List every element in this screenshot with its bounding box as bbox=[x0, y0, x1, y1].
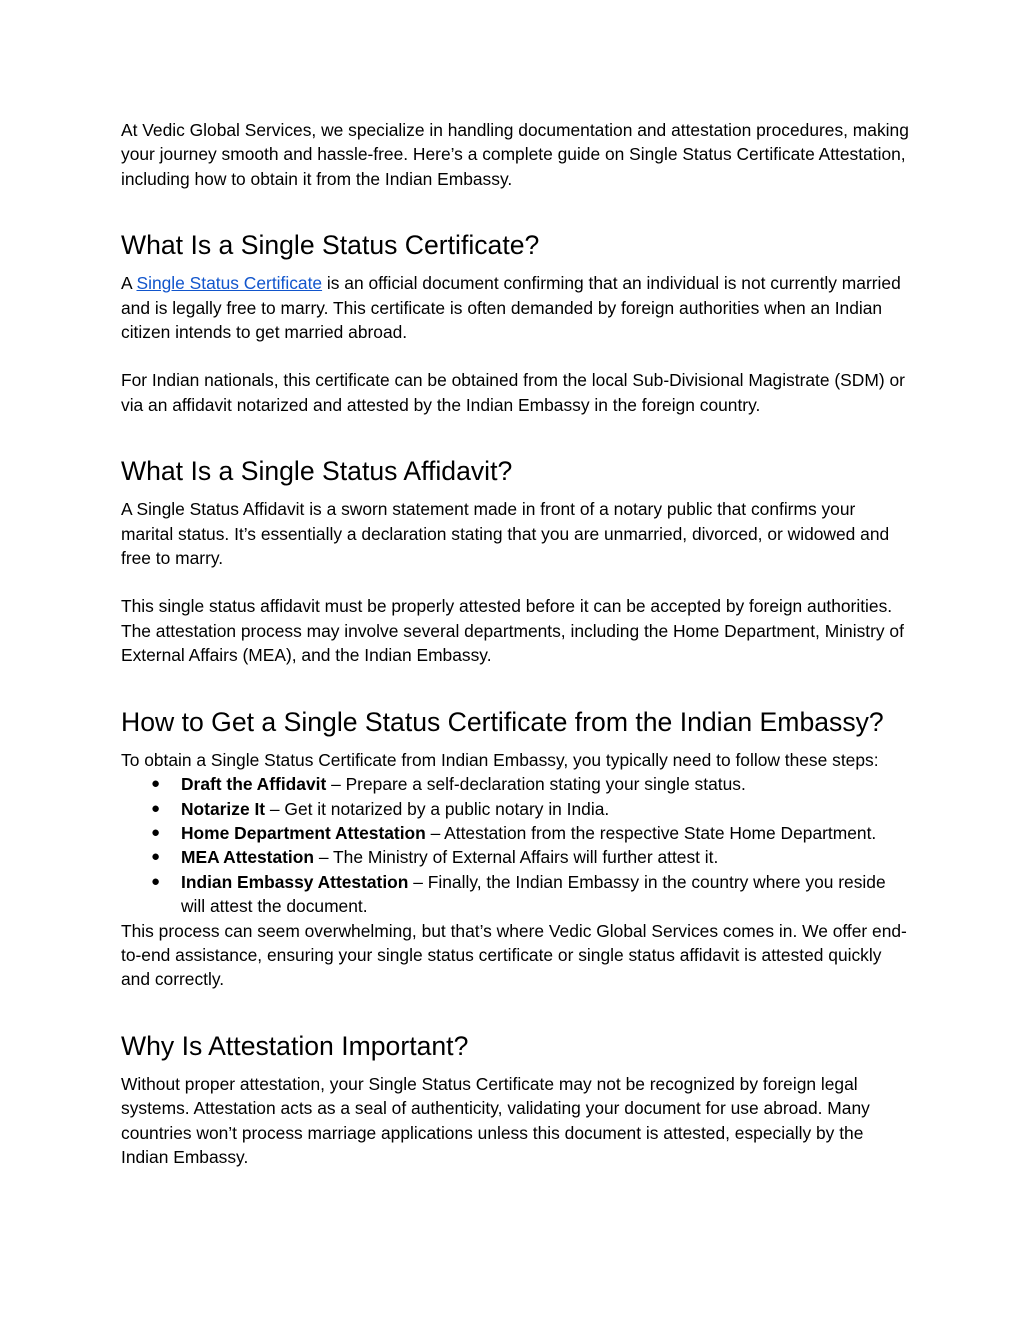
step-title: MEA Attestation bbox=[181, 847, 315, 868]
list-item bbox=[121, 845, 911, 869]
step-title: Home Department Attestation bbox=[181, 822, 426, 843]
how-to-intro: To obtain a Single Status Certificate from Indian Embassy, you typically need to follow these steps: bbox=[121, 749, 879, 770]
certificate-paragraph-1 bbox=[121, 271, 911, 344]
bullet-icon: ● bbox=[151, 775, 161, 793]
bullet-icon: ● bbox=[151, 848, 161, 866]
heading-affidavit: What Is a Single Status Affidavit? bbox=[121, 456, 513, 487]
importance-paragraph: Without proper attestation, your Single Status Certificate may not be recognized by foreign legal systems. Attestation acts as a seal of authenticity, validating your document for use abroad. Many countries won’t process marriage applications unless this document is attested, especially by the Indian Embassy. bbox=[121, 1073, 870, 1167]
certificate-paragraph-2: For Indian nationals, this certificate can be obtained from the local Sub-Divisional Magistrate (SDM) or via an affidavit notarized and attested by the Indian Embassy in the foreign country. bbox=[121, 370, 905, 415]
document-page bbox=[121, 118, 911, 1169]
bullet-icon: ● bbox=[151, 823, 161, 841]
heading-how-to: How to Get a Single Status Certificate from the Indian Embassy? bbox=[121, 706, 884, 737]
list-item bbox=[121, 821, 911, 845]
list-item bbox=[121, 772, 911, 796]
step-text: – The Ministry of External Affairs will further attest it. bbox=[314, 847, 719, 868]
bullet-icon: ● bbox=[151, 799, 161, 817]
list-item bbox=[121, 797, 911, 821]
step-text: – Finally, the Indian Embassy in the country where you reside will attest the document. bbox=[181, 871, 886, 917]
certificate-p1-prefix: A bbox=[121, 273, 137, 294]
single-status-certificate-link[interactable]: Single Status Certificate bbox=[136, 273, 323, 294]
how-to-closing-paragraph: This process can seem overwhelming, but that’s where Vedic Global Services comes in. We offer end-to-end assistance, ensuring your single status certificate or single status affidavit is attested quickly and correctly. bbox=[121, 920, 907, 990]
affidavit-paragraph-1: A Single Status Affidavit is a sworn statement made in front of a notary public that confirms your marital status. It’s essentially a declaration stating that you are unmarried, divorced, or widowed and free to marry. bbox=[121, 499, 890, 569]
step-text: – Prepare a self-declaration stating your single status. bbox=[326, 774, 746, 795]
certificate-p1-suffix: is an official document confirming that an individual is not currently married and is legally free to marry. This certificate is often demanded by foreign authorities when an Indian citizen intends to get married abroad. bbox=[121, 273, 901, 343]
steps-list bbox=[121, 772, 911, 918]
step-text: – Attestation from the respective State Home Department. bbox=[425, 822, 877, 843]
intro-paragraph: At Vedic Global Services, we specialize in handling documentation and attestation procedures, making your journey smooth and hassle-free. Here’s a complete guide on Single Status Certificate Attestation, including how to obtain it from the Indian Embassy. bbox=[121, 120, 909, 189]
step-title: Notarize It bbox=[181, 798, 266, 819]
step-title: Indian Embassy Attestation bbox=[181, 871, 409, 892]
list-item bbox=[121, 870, 911, 919]
bullet-icon: ● bbox=[151, 872, 161, 890]
heading-certificate: What Is a Single Status Certificate? bbox=[121, 230, 540, 261]
affidavit-paragraph-2: This single status affidavit must be properly attested before it can be accepted by foreign authorities. The attestation process may involve several departments, including the Home Department, Ministry of External Affairs (MEA), and the Indian Embassy. bbox=[121, 596, 904, 666]
step-title: Draft the Affidavit bbox=[181, 774, 327, 795]
heading-importance: Why Is Attestation Important? bbox=[121, 1030, 469, 1061]
step-text: – Get it notarized by a public notary in India. bbox=[265, 798, 610, 819]
